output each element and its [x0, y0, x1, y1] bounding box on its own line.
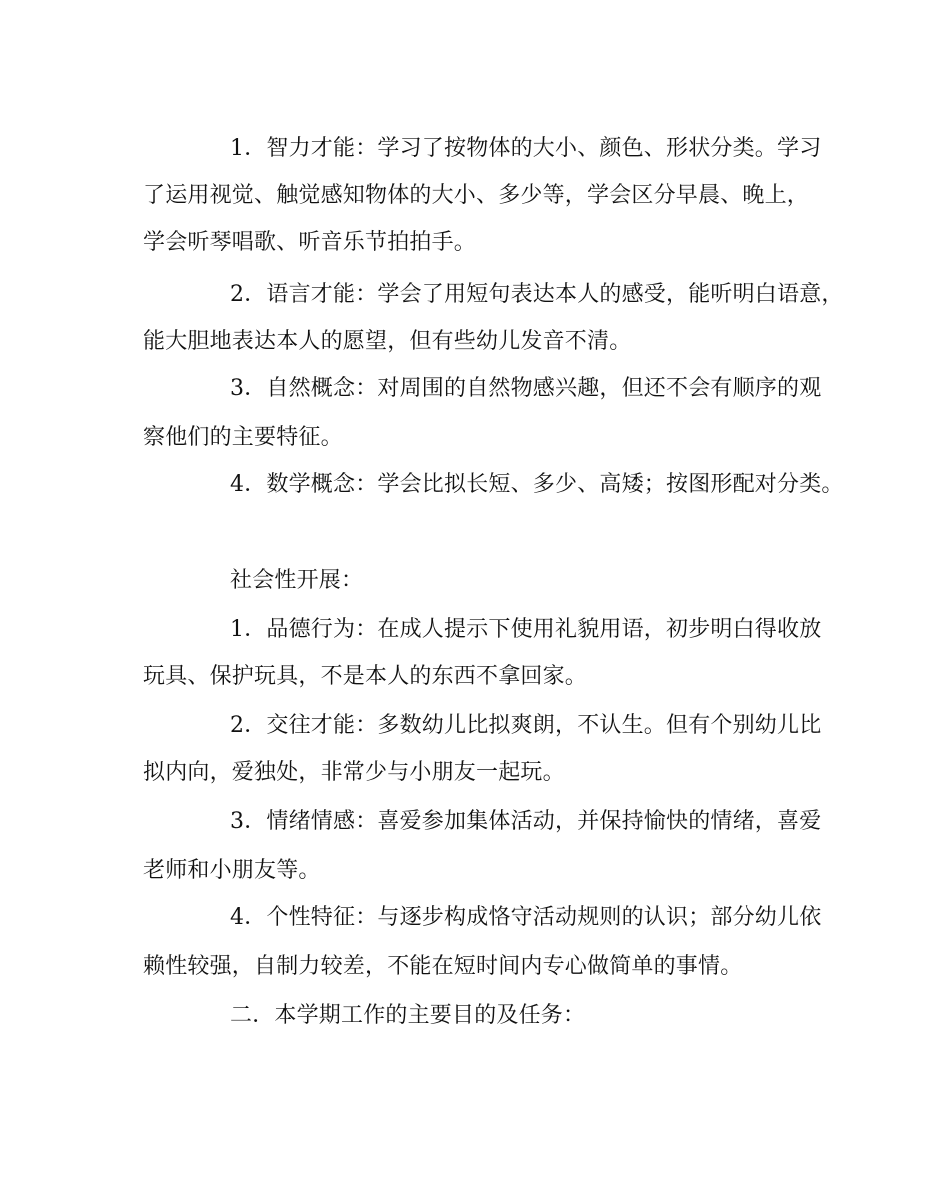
paragraph-intellect-line-1: 1．智力才能：学习了按物体的大小、颜色、形状分类。学习 [230, 136, 822, 161]
paragraph-math-line-1: 4．数学概念：学会比拟长短、多少、高矮；按图形配对分类。 [230, 472, 844, 497]
paragraph-communication-line-2: 拟内向，爱独处，非常少与小朋友一起玩。 [143, 760, 565, 785]
paragraph-communication-line-1: 2．交往才能：多数幼儿比拟爽朗，不认生。但有个别幼儿比 [230, 713, 822, 738]
paragraph-emotion-line-1: 3．情绪情感：喜爱参加集体活动，并保持愉快的情绪，喜爱 [230, 809, 822, 834]
paragraph-morality-line-1: 1．品德行为：在成人提示下使用礼貌用语，初步明白得收放 [230, 617, 822, 642]
paragraph-personality-line-1: 4．个性特征：与逐步构成恪守活动规则的认识；部分幼儿依 [230, 905, 822, 930]
paragraph-intellect-line-2: 了运用视觉、触觉感知物体的大小、多少等，学会区分早晨、晚上， [143, 183, 810, 208]
paragraph-nature-line-2: 察他们的主要特征。 [143, 425, 343, 450]
paragraph-personality-line-2: 赖性较强，自制力较差，不能在短时间内专心做简单的事情。 [143, 954, 743, 979]
section-heading-goals: 二．本学期工作的主要目的及任务： [230, 1003, 586, 1028]
paragraph-emotion-line-2: 老师和小朋友等。 [143, 858, 321, 883]
paragraph-morality-line-2: 玩具、保护玩具，不是本人的东西不拿回家。 [143, 664, 588, 689]
paragraph-language-line-2: 能大胆地表达本人的愿望，但有些幼儿发音不清。 [143, 329, 632, 354]
paragraph-language-line-1: 2．语言才能：学会了用短句表达本人的感受，能听明白语意， [230, 282, 844, 307]
paragraph-nature-line-1: 3．自然概念：对周围的自然物感兴趣，但还不会有顺序的观 [230, 376, 822, 401]
paragraph-intellect-line-3: 学会听琴唱歌、听音乐节拍拍手。 [143, 230, 477, 255]
section-heading-social: 社会性开展： [230, 568, 364, 593]
